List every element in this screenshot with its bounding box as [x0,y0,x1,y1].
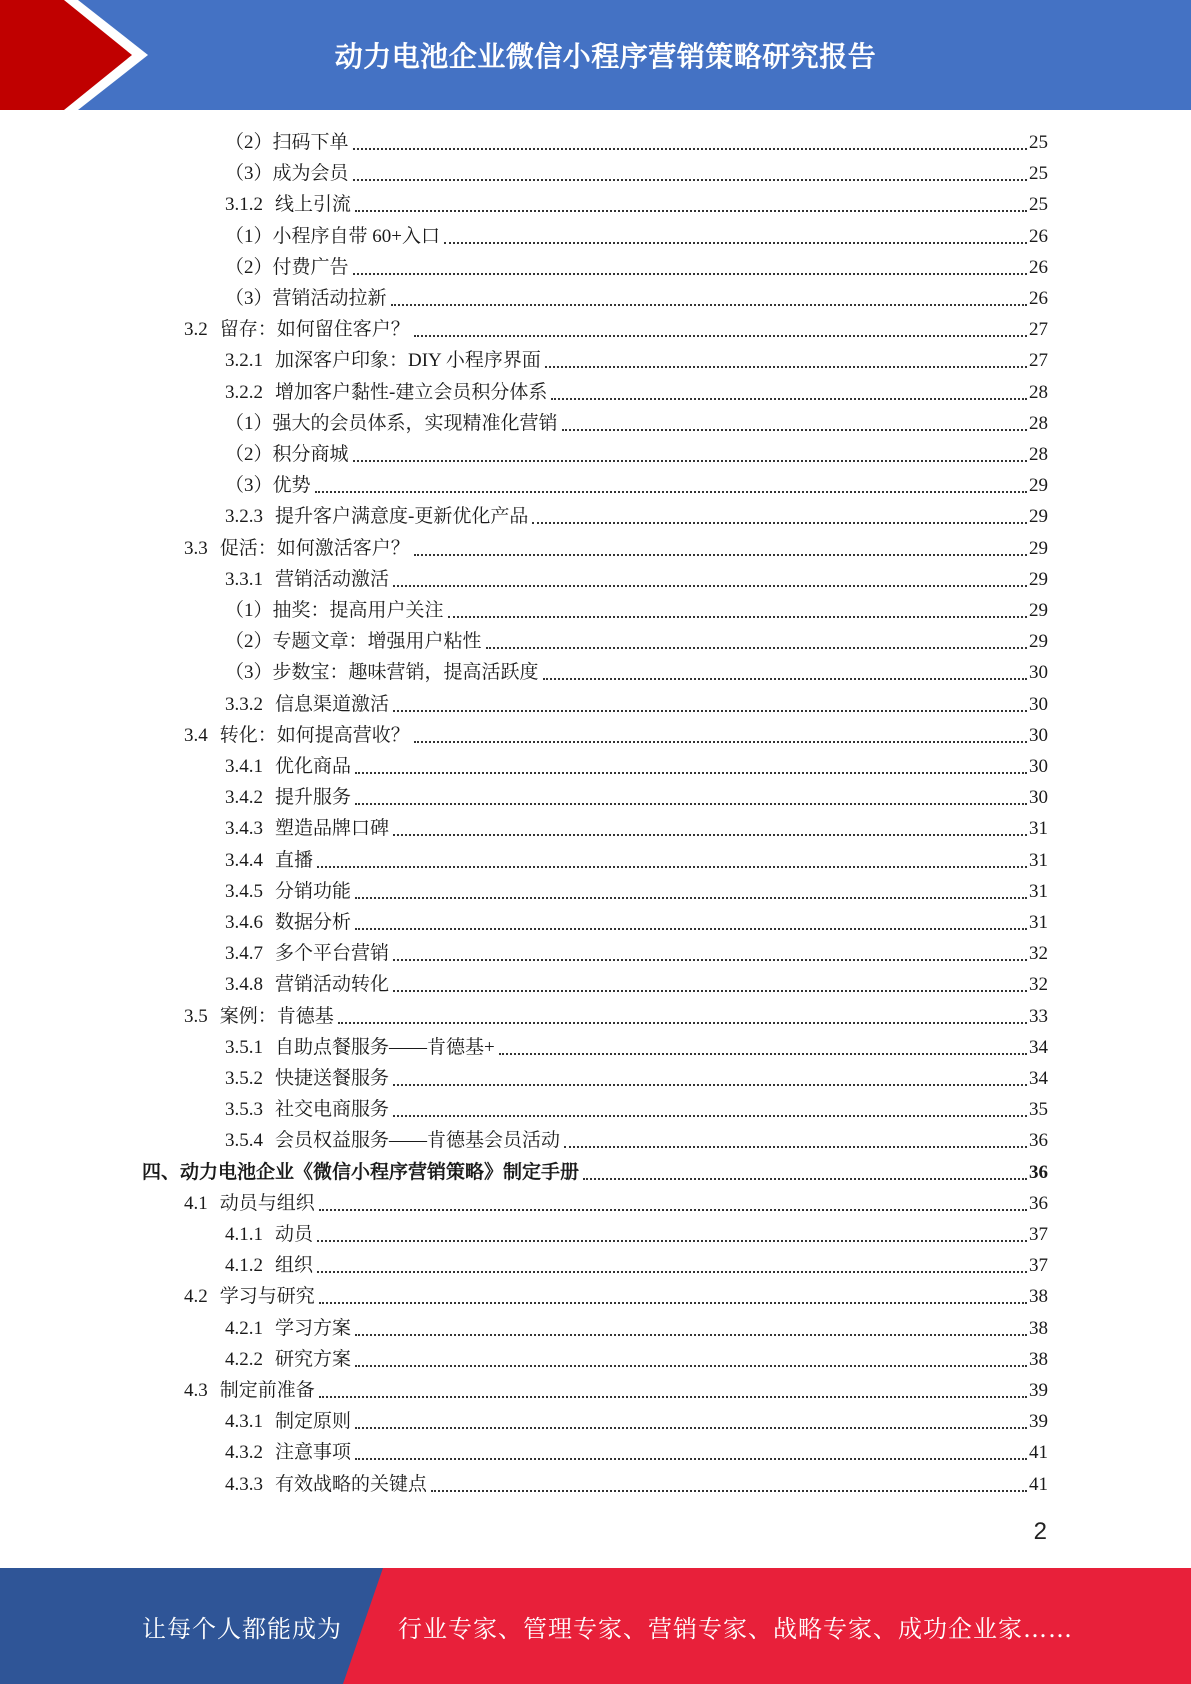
toc-entry-title: 动力电池企业《微信小程序营销策略》制定手册 [180,1161,580,1183]
toc-entry-page: 31 [1029,880,1048,902]
toc-dot-leader [355,1457,1027,1460]
toc-entry-number: 4.1 [184,1192,208,1214]
toc-entry-number: （3） [225,163,273,185]
toc-dot-leader [545,365,1027,368]
toc-dot-leader [532,521,1027,524]
toc-entry-page: 28 [1029,381,1048,403]
page-number: 2 [1033,1518,1047,1545]
toc-entry-number: （2） [225,132,273,153]
toc-entry-page: 29 [1029,631,1048,653]
toc-entry-title: 积分商城 [272,444,349,465]
toc-dot-leader [564,1145,1027,1148]
toc-entry[interactable] [225,221,1048,252]
toc-entry-title: 营销活动拉新 [272,288,387,309]
toc-entry-number: 4.2.1 [225,1317,263,1339]
toc-entry-page: 38 [1029,1348,1048,1370]
toc-entry-number: （3） [225,288,273,309]
toc-entry[interactable] [225,252,1048,283]
toc-entry-title: 快捷送餐服务 [275,1068,390,1089]
toc-dot-leader [319,1208,1027,1211]
toc-entry-number: 3.3.1 [225,568,263,590]
toc-entry[interactable] [225,1094,1048,1125]
toc-entry-page: 28 [1029,412,1048,434]
toc-entry-title: 提升客户满意度-更新优化产品 [275,506,529,528]
toc-entry-number: 3.5.2 [225,1068,263,1089]
toc-entry-title: 强大的会员体系，实现精准化营销 [272,412,558,434]
toc-dot-leader [317,1239,1027,1242]
toc-entry-title: 直播 [275,849,314,871]
toc-entry-number: 四、 [142,1161,181,1183]
toc-entry-page: 39 [1029,1411,1048,1433]
toc-entry[interactable] [225,283,1048,314]
toc-entry-title: 抽奖：提高用户关注 [272,600,444,621]
toc-entry[interactable] [225,907,1048,938]
toc-entry[interactable] [184,1001,1048,1032]
toc-dot-leader [355,771,1027,774]
toc-entry-title: 信息渠道激活 [275,693,390,715]
toc-entry[interactable] [225,470,1048,501]
toc-entry[interactable] [142,1157,1048,1188]
toc-entry-title: 社交电商服务 [275,1099,390,1121]
toc-entry-number: 4.3.2 [225,1442,263,1464]
toc-entry-title: 扫码下单 [272,132,349,153]
toc-entry[interactable] [225,626,1048,657]
toc-entry-page: 30 [1029,756,1048,777]
toc-entry-page: 29 [1029,600,1048,621]
toc-entry-title: 提升服务 [275,787,352,809]
toc-entry-page: 28 [1029,444,1048,465]
toc-entry-page: 41 [1029,1473,1048,1495]
toc-entry-number: （1） [225,412,273,434]
toc-dot-leader [355,802,1027,805]
toc-entry-title: 多个平台营销 [275,943,390,965]
toc-entry-number: 3.3.2 [225,693,263,715]
toc-entry[interactable] [225,377,1048,408]
toc-entry-page: 29 [1029,506,1048,528]
toc-entry-page: 37 [1029,1255,1048,1277]
toc-entry-page: 26 [1029,256,1048,278]
toc-entry-title: 动员 [275,1224,314,1245]
toc-entry-title: 分销功能 [275,880,352,902]
toc-entry[interactable] [225,813,1048,844]
toc-entry-title: 增加客户黏性-建立会员积分体系 [275,381,548,403]
toc-entry[interactable] [225,1406,1048,1437]
toc-dot-leader [393,1083,1027,1086]
toc-entry[interactable] [225,189,1048,220]
toc-entry-number: 3.4.5 [225,880,263,902]
toc-entry-title: 小程序自带 60+入口 [272,225,440,247]
toc-dot-leader [353,178,1027,181]
toc-entry-number: （3） [225,662,273,684]
toc-entry[interactable] [225,345,1048,376]
toc-entry-page: 30 [1029,662,1048,684]
toc-entry-title: 学习与研究 [219,1286,315,1308]
toc-entry-page: 30 [1029,724,1048,746]
toc-entry-number: 3.4.3 [225,818,263,840]
toc-entry-number: 3.3 [184,537,208,559]
toc-entry-number: 3.5.3 [225,1099,263,1121]
toc-dot-leader [583,1177,1027,1180]
toc-dot-leader [414,334,1027,337]
toc-entry-page: 34 [1029,1068,1048,1089]
toc-dot-leader [319,1395,1027,1398]
toc-entry-title: 案例：肯德基 [219,1005,334,1027]
toc-entry-page: 36 [1029,1192,1048,1214]
toc-entry-page: 26 [1029,225,1048,247]
toc-entry-page: 32 [1029,974,1048,996]
toc-entry-title: 研究方案 [275,1348,352,1370]
toc-entry[interactable] [225,439,1048,470]
toc-entry[interactable] [225,689,1048,720]
toc-entry[interactable] [225,657,1048,688]
toc-dot-leader [317,1270,1027,1273]
toc-dot-leader [391,303,1027,306]
toc-entry-page: 32 [1029,943,1048,965]
toc-entry-title: 成为会员 [272,163,349,185]
toc-dot-leader [315,490,1027,493]
toc-entry-page: 27 [1029,350,1048,372]
toc-dot-leader [355,1426,1027,1429]
toc-entry-page: 31 [1029,912,1048,933]
toc-entry[interactable] [225,1219,1048,1250]
toc-entry-number: （2） [225,631,273,653]
toc-entry-page: 39 [1029,1380,1048,1401]
toc-entry-number: 3.4.7 [225,943,263,965]
toc-dot-leader [499,1052,1027,1055]
toc-entry-title: 自助点餐服务——肯德基+ [275,1036,495,1058]
toc-entry[interactable] [225,1250,1048,1281]
toc-dot-leader [393,709,1027,712]
toc-entry-number: 4.2 [184,1286,208,1308]
toc-entry-number: （2） [225,444,273,465]
toc-entry-title: 线上引流 [275,194,352,216]
toc-dot-leader [353,147,1027,150]
toc-entry-number: （1） [225,600,273,621]
toc-dot-leader [355,1333,1027,1336]
toc-entry[interactable] [225,1437,1048,1468]
toc-entry[interactable] [225,564,1048,595]
toc-entry-page: 31 [1029,818,1048,840]
toc-dot-leader [393,584,1027,587]
toc-entry-page: 41 [1029,1442,1048,1464]
toc-entry[interactable] [225,595,1048,626]
footer-slogan-right: 行业专家、管理专家、营销专家、战略专家、成功企业家…… [398,1614,1073,1643]
toc-entry[interactable] [225,408,1048,439]
toc-dot-leader [486,646,1027,649]
toc-entry-page: 25 [1029,132,1048,153]
toc-entry-title: 制定原则 [275,1411,352,1433]
toc-dot-leader [551,397,1027,400]
toc-entry-page: 36 [1029,1130,1048,1152]
toc-entry-page: 37 [1029,1224,1048,1245]
toc-entry-title: 塑造品牌口碑 [275,818,390,840]
toc-entry-number: 3.4.2 [225,787,263,809]
toc-dot-leader [319,1301,1027,1304]
toc-entry-title: 制定前准备 [219,1380,315,1401]
toc-dot-leader [414,553,1027,556]
toc-entry-page: 31 [1029,849,1048,871]
toc-dot-leader [355,209,1027,212]
toc-dot-leader [393,833,1027,836]
toc-entry-number: 3.2.2 [225,381,263,403]
toc-entry-number: 3.4.8 [225,974,263,996]
header-banner [0,0,1191,110]
toc-entry[interactable] [225,1125,1048,1156]
toc-entry-page: 25 [1029,194,1048,216]
toc-entry-page: 34 [1029,1036,1048,1058]
report-title: 动力电池企业微信小程序营销策略研究报告 [334,40,877,73]
toc-entry-number: 4.3 [184,1380,208,1401]
toc-entry-title: 付费广告 [272,256,349,278]
toc-entry[interactable] [225,1063,1048,1094]
toc-entry-title: 留存：如何留住客户？ [219,319,410,341]
toc-entry-page: 27 [1029,319,1048,341]
toc-entry-number: 3.4.1 [225,756,263,777]
toc-entry-number: 3.2 [184,319,208,341]
toc-entry-number: 4.2.2 [225,1348,263,1370]
toc-dot-leader [562,428,1027,431]
toc-dot-leader [393,1114,1027,1117]
toc-entry-number: 3.5.4 [225,1130,263,1152]
toc-dot-leader [353,459,1027,462]
toc-dot-leader [543,677,1027,680]
toc-entry[interactable] [184,720,1048,751]
toc-entry-number: 3.1.2 [225,194,263,216]
toc-entry[interactable] [184,1281,1048,1312]
toc-entry[interactable] [225,1032,1048,1063]
toc-dot-leader [444,241,1027,244]
toc-entry-page: 29 [1029,537,1048,559]
toc-entry[interactable] [225,969,1048,1000]
toc-dot-leader [393,958,1027,961]
toc-dot-leader [393,989,1027,992]
toc-entry[interactable] [225,501,1048,532]
toc-entry-page: 36 [1029,1161,1048,1183]
toc-entry[interactable] [225,1313,1048,1344]
toc-entry-number: 3.2.3 [225,506,263,528]
toc-entry-title: 促活：如何激活客户？ [219,537,410,559]
toc-entry-number: 3.5.1 [225,1036,263,1058]
toc-entry-title: 学习方案 [275,1317,352,1339]
toc-entry[interactable] [184,1188,1048,1219]
toc-dot-leader [355,927,1027,930]
toc-entry-title: 会员权益服务——肯德基会员活动 [275,1130,561,1152]
toc-entry-title: 有效战略的关键点 [275,1473,428,1495]
toc-entry[interactable] [225,876,1048,907]
toc-entry[interactable] [225,782,1048,813]
toc-entry-number: 4.3.1 [225,1411,263,1433]
toc-dot-leader [355,896,1027,899]
toc-entry-number: 4.1.1 [225,1224,263,1245]
toc-entry-number: 4.3.3 [225,1473,263,1495]
toc-entry-title: 专题文章：增强用户粘性 [272,631,482,653]
toc-entry[interactable] [225,751,1048,782]
toc-entry[interactable] [184,1375,1048,1406]
toc-entry[interactable] [225,1469,1048,1500]
toc-entry-number: （3） [225,475,273,497]
toc-entry-page: 35 [1029,1099,1048,1121]
toc-entry[interactable] [225,938,1048,969]
toc-entry-number: （1） [225,225,273,247]
toc-entry-page: 26 [1029,288,1048,309]
toc-entry-title: 营销活动激活 [275,568,390,590]
toc-dot-leader [414,740,1027,743]
toc-entry-page: 30 [1029,787,1048,809]
footer-slogan-left: 让每个人都能成为 [142,1614,342,1643]
toc-entry-number: 3.2.1 [225,350,263,372]
toc-dot-leader [355,1364,1027,1367]
toc-entry-number: 3.5 [184,1005,208,1027]
toc-entry-number: （2） [225,256,273,278]
toc-entry[interactable] [225,845,1048,876]
toc-entry-page: 29 [1029,568,1048,590]
toc-entry-title: 步数宝：趣味营销，提高活跃度 [272,662,539,684]
toc-entry-page: 38 [1029,1286,1048,1308]
toc-entry-title: 优化商品 [275,756,352,777]
toc-entry-title: 组织 [275,1255,314,1277]
toc-dot-leader [448,615,1027,618]
toc-entry-page: 38 [1029,1317,1048,1339]
toc-entry-title: 营销活动转化 [275,974,390,996]
toc-entry[interactable] [184,533,1048,564]
toc-entry-title: 数据分析 [275,912,352,933]
toc-dot-leader [431,1489,1027,1492]
toc-entry-page: 30 [1029,693,1048,715]
toc-entry-number: 3.4.6 [225,912,263,933]
toc-entry-number: 4.1.2 [225,1255,263,1277]
toc-entry-title: 注意事项 [275,1442,352,1464]
toc-entry-page: 33 [1029,1005,1048,1027]
toc-entry-number: 3.4 [184,724,208,746]
toc-entry[interactable] [184,314,1048,345]
toc-entry-page: 25 [1029,163,1048,185]
toc-entry[interactable] [225,1344,1048,1375]
toc-dot-leader [353,272,1027,275]
toc-entry[interactable] [225,158,1048,189]
toc-entry-title: 加深客户印象：DIY 小程序界面 [275,350,541,372]
toc-dot-leader [317,865,1027,868]
toc-entry-title: 动员与组织 [219,1192,315,1214]
toc-entry[interactable] [225,127,1048,158]
toc-dot-leader [338,1021,1027,1024]
toc-entry-title: 优势 [272,475,311,497]
footer-banner [0,1568,1191,1684]
toc-entry-title: 转化：如何提高营收？ [219,724,410,746]
toc-entry-page: 29 [1029,475,1048,497]
toc-entry-number: 3.4.4 [225,849,263,871]
